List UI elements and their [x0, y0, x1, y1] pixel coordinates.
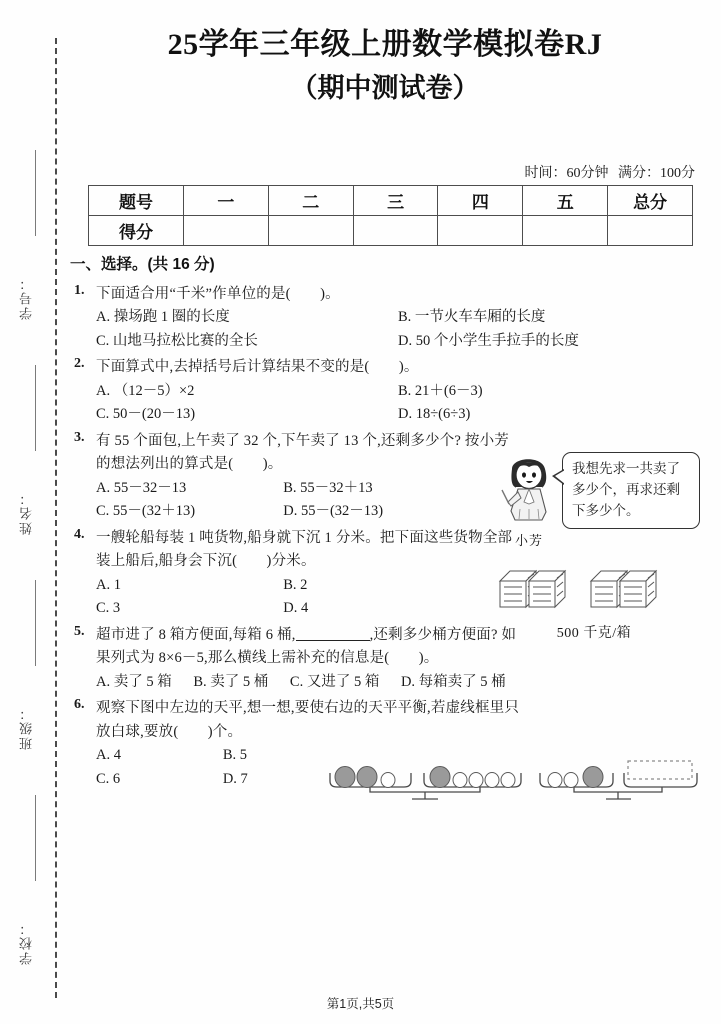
margin-info-rail: [0, 150, 52, 1010]
margin-label-student-id: 学号：: [18, 275, 34, 320]
margin-label-school: 学校：: [18, 920, 34, 965]
question-stem-line-2: 的想法列出的算式是( )。: [96, 456, 283, 473]
option-c[interactable]: C. 6: [96, 770, 121, 787]
question-stem-line-2: 装上船后,船身会下沉( )分米。: [96, 553, 316, 570]
margin-label-class: 班级：: [18, 705, 34, 750]
option-list: [96, 744, 350, 791]
question-2: [70, 356, 700, 426]
score-entry-cell[interactable]: [184, 216, 269, 246]
option-c[interactable]: C. 山地马拉松比赛的全长: [96, 332, 258, 349]
question-stem-line-2: 放白球,要放( )个。: [96, 723, 243, 740]
question-1: [70, 283, 700, 353]
option-a[interactable]: A. 卖了 5 箱: [96, 673, 172, 690]
exam-total-score: 满分：100分: [618, 166, 695, 181]
option-a[interactable]: A. 操场跑 1 圈的长度: [96, 309, 230, 326]
cargo-caption: 500 千克/箱: [556, 625, 632, 641]
ball-white: [548, 773, 562, 788]
question-6: [70, 697, 700, 791]
page-subtitle: （期中测试卷）: [290, 72, 480, 103]
section-heading-choice: 一、选择。(共 16 分): [70, 256, 215, 273]
ball-white: [485, 773, 499, 788]
option-b[interactable]: B. 21＋(6－3): [398, 382, 483, 399]
question-stem: 下面算式中,去掉括号后计算结果不变的是( )。: [96, 359, 419, 376]
option-list: [96, 380, 700, 427]
option-b[interactable]: B. 5: [222, 747, 247, 764]
question-5: [70, 624, 700, 694]
option-b[interactable]: B. 2: [283, 576, 308, 593]
girl-character-icon: [498, 452, 560, 524]
margin-label-name: 姓名：: [18, 490, 34, 535]
option-c[interactable]: C. 55－(32＋13): [96, 503, 196, 520]
question-number: 4.: [74, 526, 85, 542]
character-name: 小芳: [514, 532, 543, 548]
margin-field-name[interactable]: [0, 405, 52, 620]
cut-dashed-line: [55, 38, 57, 998]
question-stem-line-2: 果列式为 8×6－5,那么横线上需补充的信息是( )。: [96, 650, 439, 667]
score-entry-cell[interactable]: [268, 216, 353, 246]
question-stem-line-1: 一艘轮船每装 1 吨货物,船身就下沉 1 分米。把下面这些货物全部: [96, 529, 513, 546]
page-title: 25学年三年级上册数学模拟卷RJ: [167, 28, 603, 61]
question-number: 6.: [74, 697, 85, 713]
option-a[interactable]: A. 55－32－13: [96, 479, 187, 496]
ball-white: [453, 773, 467, 788]
option-a[interactable]: A. 1: [96, 576, 121, 593]
option-list: [96, 574, 470, 621]
option-d[interactable]: D. 55－(32－13): [283, 503, 384, 520]
balance-scales-icon: [328, 743, 698, 801]
option-b[interactable]: B. 一节火车车厢的长度: [398, 309, 546, 326]
page-footer: 第1页,共5页: [326, 997, 395, 1011]
stem-text-before-blank: 超市进了 8 箱方便面,每箱 6 桶,: [96, 626, 296, 643]
question-number: 5.: [74, 623, 85, 639]
option-a[interactable]: A. （12－5）×2: [96, 382, 195, 399]
question-stem-line-1: 有 55 个面包,上午卖了 32 个,下午卖了 13 个,还剩多少个? 按小芳: [96, 432, 509, 449]
score-entry-cell[interactable]: [523, 216, 608, 246]
score-entry-cell[interactable]: [438, 216, 523, 246]
ball-gray: [430, 767, 450, 788]
speech-bubble: 我想先求一共卖了多少个，再求还剩下多少个。: [562, 452, 700, 529]
cargo-boxes-icon: [496, 563, 692, 615]
option-d[interactable]: D. 7: [222, 770, 248, 787]
option-c[interactable]: C. 又进了 5 箱: [289, 673, 380, 690]
score-table-cell: 总分: [608, 186, 693, 216]
margin-field-student-id[interactable]: [0, 190, 52, 405]
option-b[interactable]: B. 卖了 5 桶: [193, 673, 269, 690]
exam-meta: [519, 162, 696, 182]
ball-white: [564, 773, 578, 788]
score-table-cell: 三: [353, 186, 438, 216]
score-table-cell: 一: [184, 186, 269, 216]
ball-gray: [583, 767, 603, 788]
option-d[interactable]: D. 50 个小学生手拉手的长度: [398, 332, 579, 349]
fill-in-blank[interactable]: [296, 640, 370, 641]
ball-gray: [335, 767, 355, 788]
questions-content: [70, 252, 700, 794]
stem-text-after-blank: ,还剩多少桶方便面? 如: [369, 626, 517, 643]
margin-field-class[interactable]: [0, 620, 52, 835]
question-6-figure: [328, 743, 698, 806]
ball-white: [501, 773, 515, 788]
score-table-row-header: 得分: [89, 216, 184, 246]
option-list: [96, 306, 700, 353]
option-d[interactable]: D. 4: [283, 600, 309, 617]
question-stem-line-1: [96, 624, 700, 647]
score-table-cell: 四: [438, 186, 523, 216]
option-list: [96, 477, 470, 524]
score-table: [88, 185, 693, 246]
question-number: 1.: [74, 283, 85, 298]
option-c[interactable]: C. 50－(20－13): [96, 406, 196, 423]
question-stem-line-1: 观察下图中左边的天平,想一想,要使右边的天平平衡,若虚线框里只: [96, 700, 520, 717]
exam-duration: 时间：60分钟: [524, 166, 609, 181]
option-d[interactable]: D. 每箱卖了 5 桶: [400, 673, 506, 690]
option-b[interactable]: B. 55－32＋13: [283, 479, 373, 496]
question-number: 2.: [74, 356, 85, 372]
option-a[interactable]: A. 4: [96, 747, 121, 764]
title-block: [70, 26, 700, 106]
option-c[interactable]: C. 3: [96, 600, 121, 617]
table-row-question-numbers: [89, 186, 693, 216]
question-number: 3.: [74, 429, 85, 445]
score-table-cell: 二: [268, 186, 353, 216]
score-entry-cell[interactable]: [608, 216, 693, 246]
option-d[interactable]: D. 18÷(6÷3): [398, 406, 471, 423]
ball-white: [381, 773, 395, 788]
question-stem: 下面适合用“千米”作单位的是( )。: [96, 286, 340, 302]
score-entry-cell[interactable]: [353, 216, 438, 246]
table-row-scores: [89, 216, 693, 246]
score-table-row-header: 题号: [89, 186, 184, 216]
score-table-cell: 五: [523, 186, 608, 216]
dashed-empty-box: [628, 761, 692, 779]
ball-white: [469, 773, 483, 788]
ball-gray: [357, 767, 377, 788]
option-list: [96, 671, 700, 694]
